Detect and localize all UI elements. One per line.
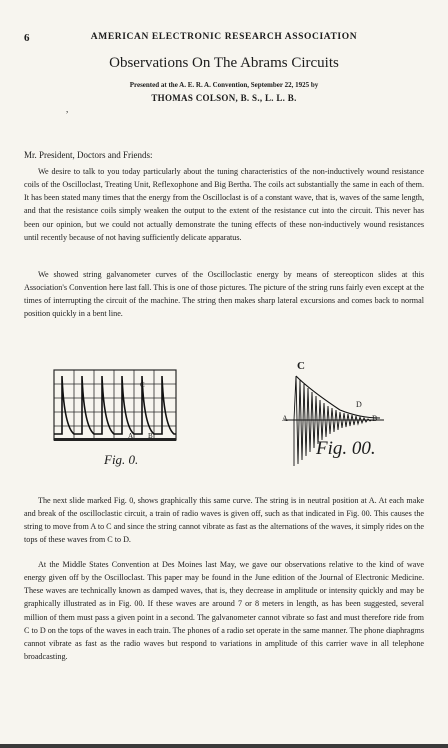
salutation: Mr. President, Doctors and Friends: [24, 150, 153, 160]
running-header [24, 32, 424, 46]
fig00-caption: Fig. 00. [316, 438, 376, 459]
page-number: 6 [24, 32, 30, 44]
page-bottom-edge [0, 744, 448, 748]
article-title: Observations On The Abrams Circuits [109, 55, 339, 71]
ink-mark: , [66, 104, 69, 114]
running-title: AMERICAN ELECTRONIC RESEARCH ASSOCIATION [90, 32, 358, 42]
fig00-label-a: A [282, 414, 288, 423]
fig0-label-a: A [128, 432, 134, 440]
paragraph-1: We desire to talk to you today particularly about the tuning characteristics of the non-inductively wound resistance coils of the Oscilloclast, Treating Unit, Reflexophone and Big Bertha. The coils act substantially the same in each of them. It has been stated many times that the energy from the Oscilloclast is of a constant wave, that is, waves of the same length, and that the resistance coils simply weaken the output to the extent of the resistance cut into the circuit. This never has been our opinion, but we could not actually demonstrate the tuning effects of these non-inductively wound resistances until recently because of not having sufficiently delicate apparatus. [24, 167, 424, 242]
paragraph-4: At the Middle States Convention at Des Moines last May, we gave our observations relative to the kind of wave energy given off by the Oscilloclast. This paper may be found in the June edition of the Journal of Electronic Medicine. These waves are technically known as damped waves, that is, they decrease in amplitude or intensity quickly and may be graphically illustrated as in Fig. 00. If these waves are around 7 or 8 meters in length, as has been suggested, several million of them must pass a given point in a second. The galvanometer cannot vibrate so fast and must therefore ride from C to D on the tops of the waves in each train. The phones of a radio set operate in the same manner. The phone diaphragms cannot vibrate as fast as the radio waves but respond to variations in amplitude of this carrier wave in all telephone broadcasting. [24, 560, 424, 662]
presentation-note: Presented at the A. E. R. A. Convention, September 22, 1925 by [129, 81, 319, 89]
paragraph-3: The next slide marked Fig. 0, shows graphically this same curve. The string is in neutral position at A. At each make and break of the oscilloclastic circuit, a train of radio waves is given off, such as that indicated in Fig. 00. This causes the string to move from A to C and since the string cannot vibrate as fast as the alternations of the waves, it simply rides on the tops of these waves from C to D. [24, 496, 424, 545]
fig0-label-b: B [148, 432, 153, 440]
figure-0 [52, 352, 180, 448]
fig0-caption: Fig. 0. [104, 452, 139, 467]
author-line: THOMAS COLSON, B. S., L. L. B. [151, 93, 297, 103]
fig00-label-c: C [297, 360, 305, 372]
paragraph-2: We showed string galvanometer curves of the Oscilloclastic energy by means of stereopticon slides at this Association's Convention here last fall. This is one of those pictures. The picture of the string runs fairly even except at the times of interrupting the circuit of the machine. The string then makes sharp lateral excursions and comes back to normal position quickly in a bent line. [24, 270, 424, 319]
fig00-label-d: D [356, 400, 362, 409]
fig0-label-c: C [140, 381, 145, 389]
galvanometer-curve-diagram [52, 352, 180, 448]
fig00-label-b: B [372, 414, 378, 423]
